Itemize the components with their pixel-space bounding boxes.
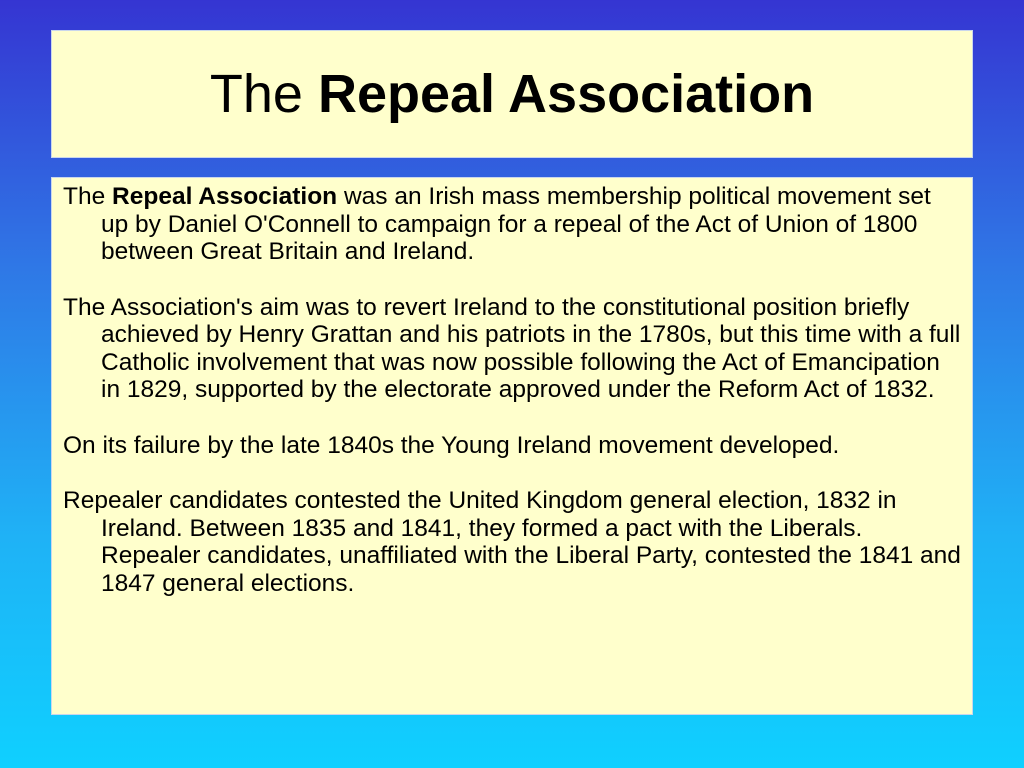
paragraph-4: Repealer candidates contested the United Kingdom general election, 1832 in Ireland. Between 1835 and 1841, they formed a pact with the Liberals. Repealer candidates, unaffiliated with the Liberal Party, contested the 1841 and 1847 general elections. xyxy=(63,487,961,597)
paragraph-1-rest: was an Irish mass membership political movement set up by Daniel O'Connell to campaign for a repeal of the Act of Union of 1800 between Great Britain and Ireland. xyxy=(101,183,931,265)
content-box xyxy=(51,177,973,715)
paragraph-1-lead: The xyxy=(63,183,106,210)
paragraph-1 xyxy=(63,183,962,266)
paragraph-2: The Association's aim was to revert Ireland to the constitutional position briefly achieved by Henry Grattan and his patriots in the 1780s, but this time with a full Catholic involvement that was now possible following the Act of Emancipation in 1829, supported by the electorate approved under the Reform Act of 1832. xyxy=(63,293,961,403)
slide-title-prefix: The xyxy=(209,64,303,124)
slide-title-bold: Repeal Association xyxy=(317,64,815,124)
slide-title xyxy=(209,64,815,124)
paragraph-1-bold: Repeal Association xyxy=(112,183,338,210)
paragraph-3: On its failure by the late 1840s the Young Ireland movement developed. xyxy=(63,431,840,459)
title-box xyxy=(51,30,973,158)
